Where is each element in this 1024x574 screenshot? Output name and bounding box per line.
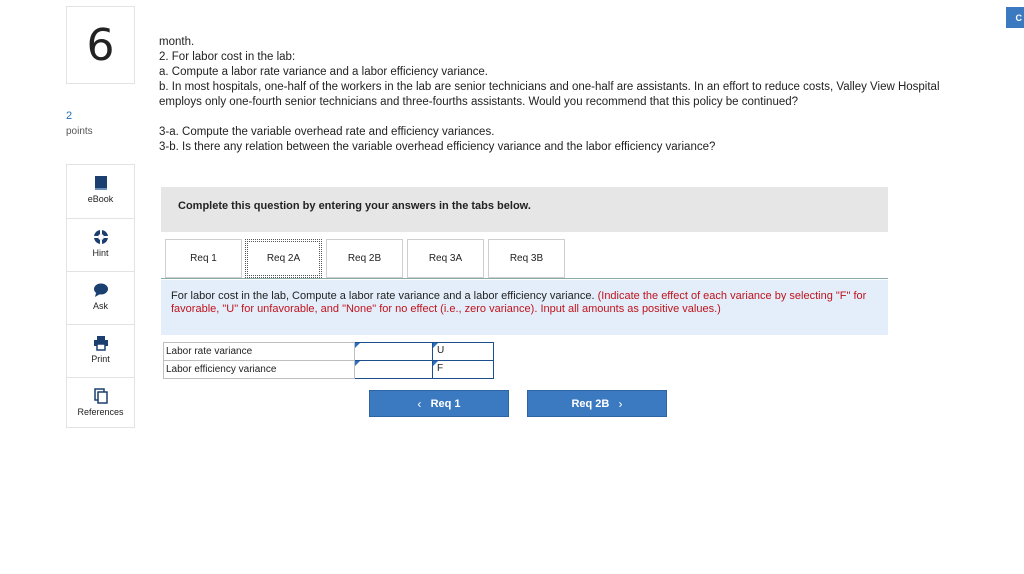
ebook-button[interactable] (67, 165, 134, 217)
printer-icon (93, 335, 109, 351)
tab-req-3a[interactable]: Req 3A (407, 239, 484, 278)
prev-req-button[interactable] (369, 390, 509, 417)
problem-line: b. In most hospitals, one-half of the workers in the lab are senior technicians and one-half are assistants. In an effort to reduce costs, Valley View Hospital employs only one-fourth senior technicians and three-fourths assistants. Would you recommend that this policy be continued? (159, 81, 940, 108)
corner-button[interactable]: C (1006, 7, 1024, 28)
question-number: 6 (86, 19, 115, 71)
ask-button[interactable] (67, 271, 134, 324)
hint-label: Hint (92, 248, 109, 258)
ask-label: Ask (92, 301, 108, 311)
hint-button[interactable] (67, 218, 134, 271)
row-label: Labor efficiency variance (164, 361, 355, 379)
next-req-button[interactable] (527, 390, 667, 417)
tab-req-1[interactable]: Req 1 (165, 239, 242, 278)
tab-req-3b[interactable]: Req 3B (488, 239, 565, 278)
effect-value: F (437, 363, 444, 374)
print-label: Print (91, 354, 110, 364)
table-row (164, 343, 494, 361)
effect-value: U (437, 345, 445, 356)
prompt-text (171, 290, 883, 316)
prompt-main: For labor cost in the lab, Compute a labor rate variance and a labor efficiency variance. (171, 290, 595, 302)
question-number-box (66, 6, 135, 84)
next-req-label: Req 2B (571, 397, 610, 410)
book-icon (94, 175, 108, 191)
points-value: 2 (66, 110, 73, 122)
labor-efficiency-variance-amount-input[interactable] (355, 361, 433, 379)
ebook-label: eBook (87, 194, 114, 204)
tab-divider (161, 278, 888, 279)
labor-rate-variance-effect-select[interactable] (433, 343, 494, 361)
points-label: points (66, 126, 93, 137)
answer-table (163, 342, 494, 379)
problem-line: 2. For labor cost in the lab: (159, 51, 296, 63)
chat-bubble-icon (93, 282, 109, 298)
tools-panel (66, 164, 135, 428)
tab-req-2b[interactable]: Req 2B (326, 239, 403, 278)
problem-line: 3-b. Is there any relation between the variable overhead efficiency variance and the labor efficiency variance? (159, 141, 716, 153)
references-label: References (77, 407, 124, 417)
prompt-note: (Indicate the effect of each variance by selecting "F" for favorable, "U" for unfavorable, and "None" for no effect (i.e., zero variance). Input all amounts as positive values.) (171, 290, 867, 315)
tab-req-2a[interactable]: Req 2A (245, 239, 322, 278)
problem-line: 3-a. Compute the variable overhead rate and efficiency variances. (159, 126, 495, 138)
copy-documents-icon (93, 388, 109, 404)
problem-line: month. (159, 36, 195, 48)
chevron-right-icon: › (618, 396, 623, 411)
chevron-left-icon: ‹ (417, 396, 422, 411)
prev-req-label: Req 1 (430, 397, 461, 410)
print-button[interactable] (67, 324, 134, 377)
references-button[interactable] (67, 377, 134, 430)
labor-rate-variance-amount-input[interactable] (355, 343, 433, 361)
table-row (164, 361, 494, 379)
row-label: Labor rate variance (164, 343, 355, 361)
labor-efficiency-variance-effect-select[interactable] (433, 361, 494, 379)
problem-text (159, 35, 959, 155)
problem-line: a. Compute a labor rate variance and a labor efficiency variance. (159, 66, 489, 78)
instruction-text: Complete this question by entering your answers in the tabs below. (178, 200, 531, 212)
hint-icon (93, 229, 109, 245)
